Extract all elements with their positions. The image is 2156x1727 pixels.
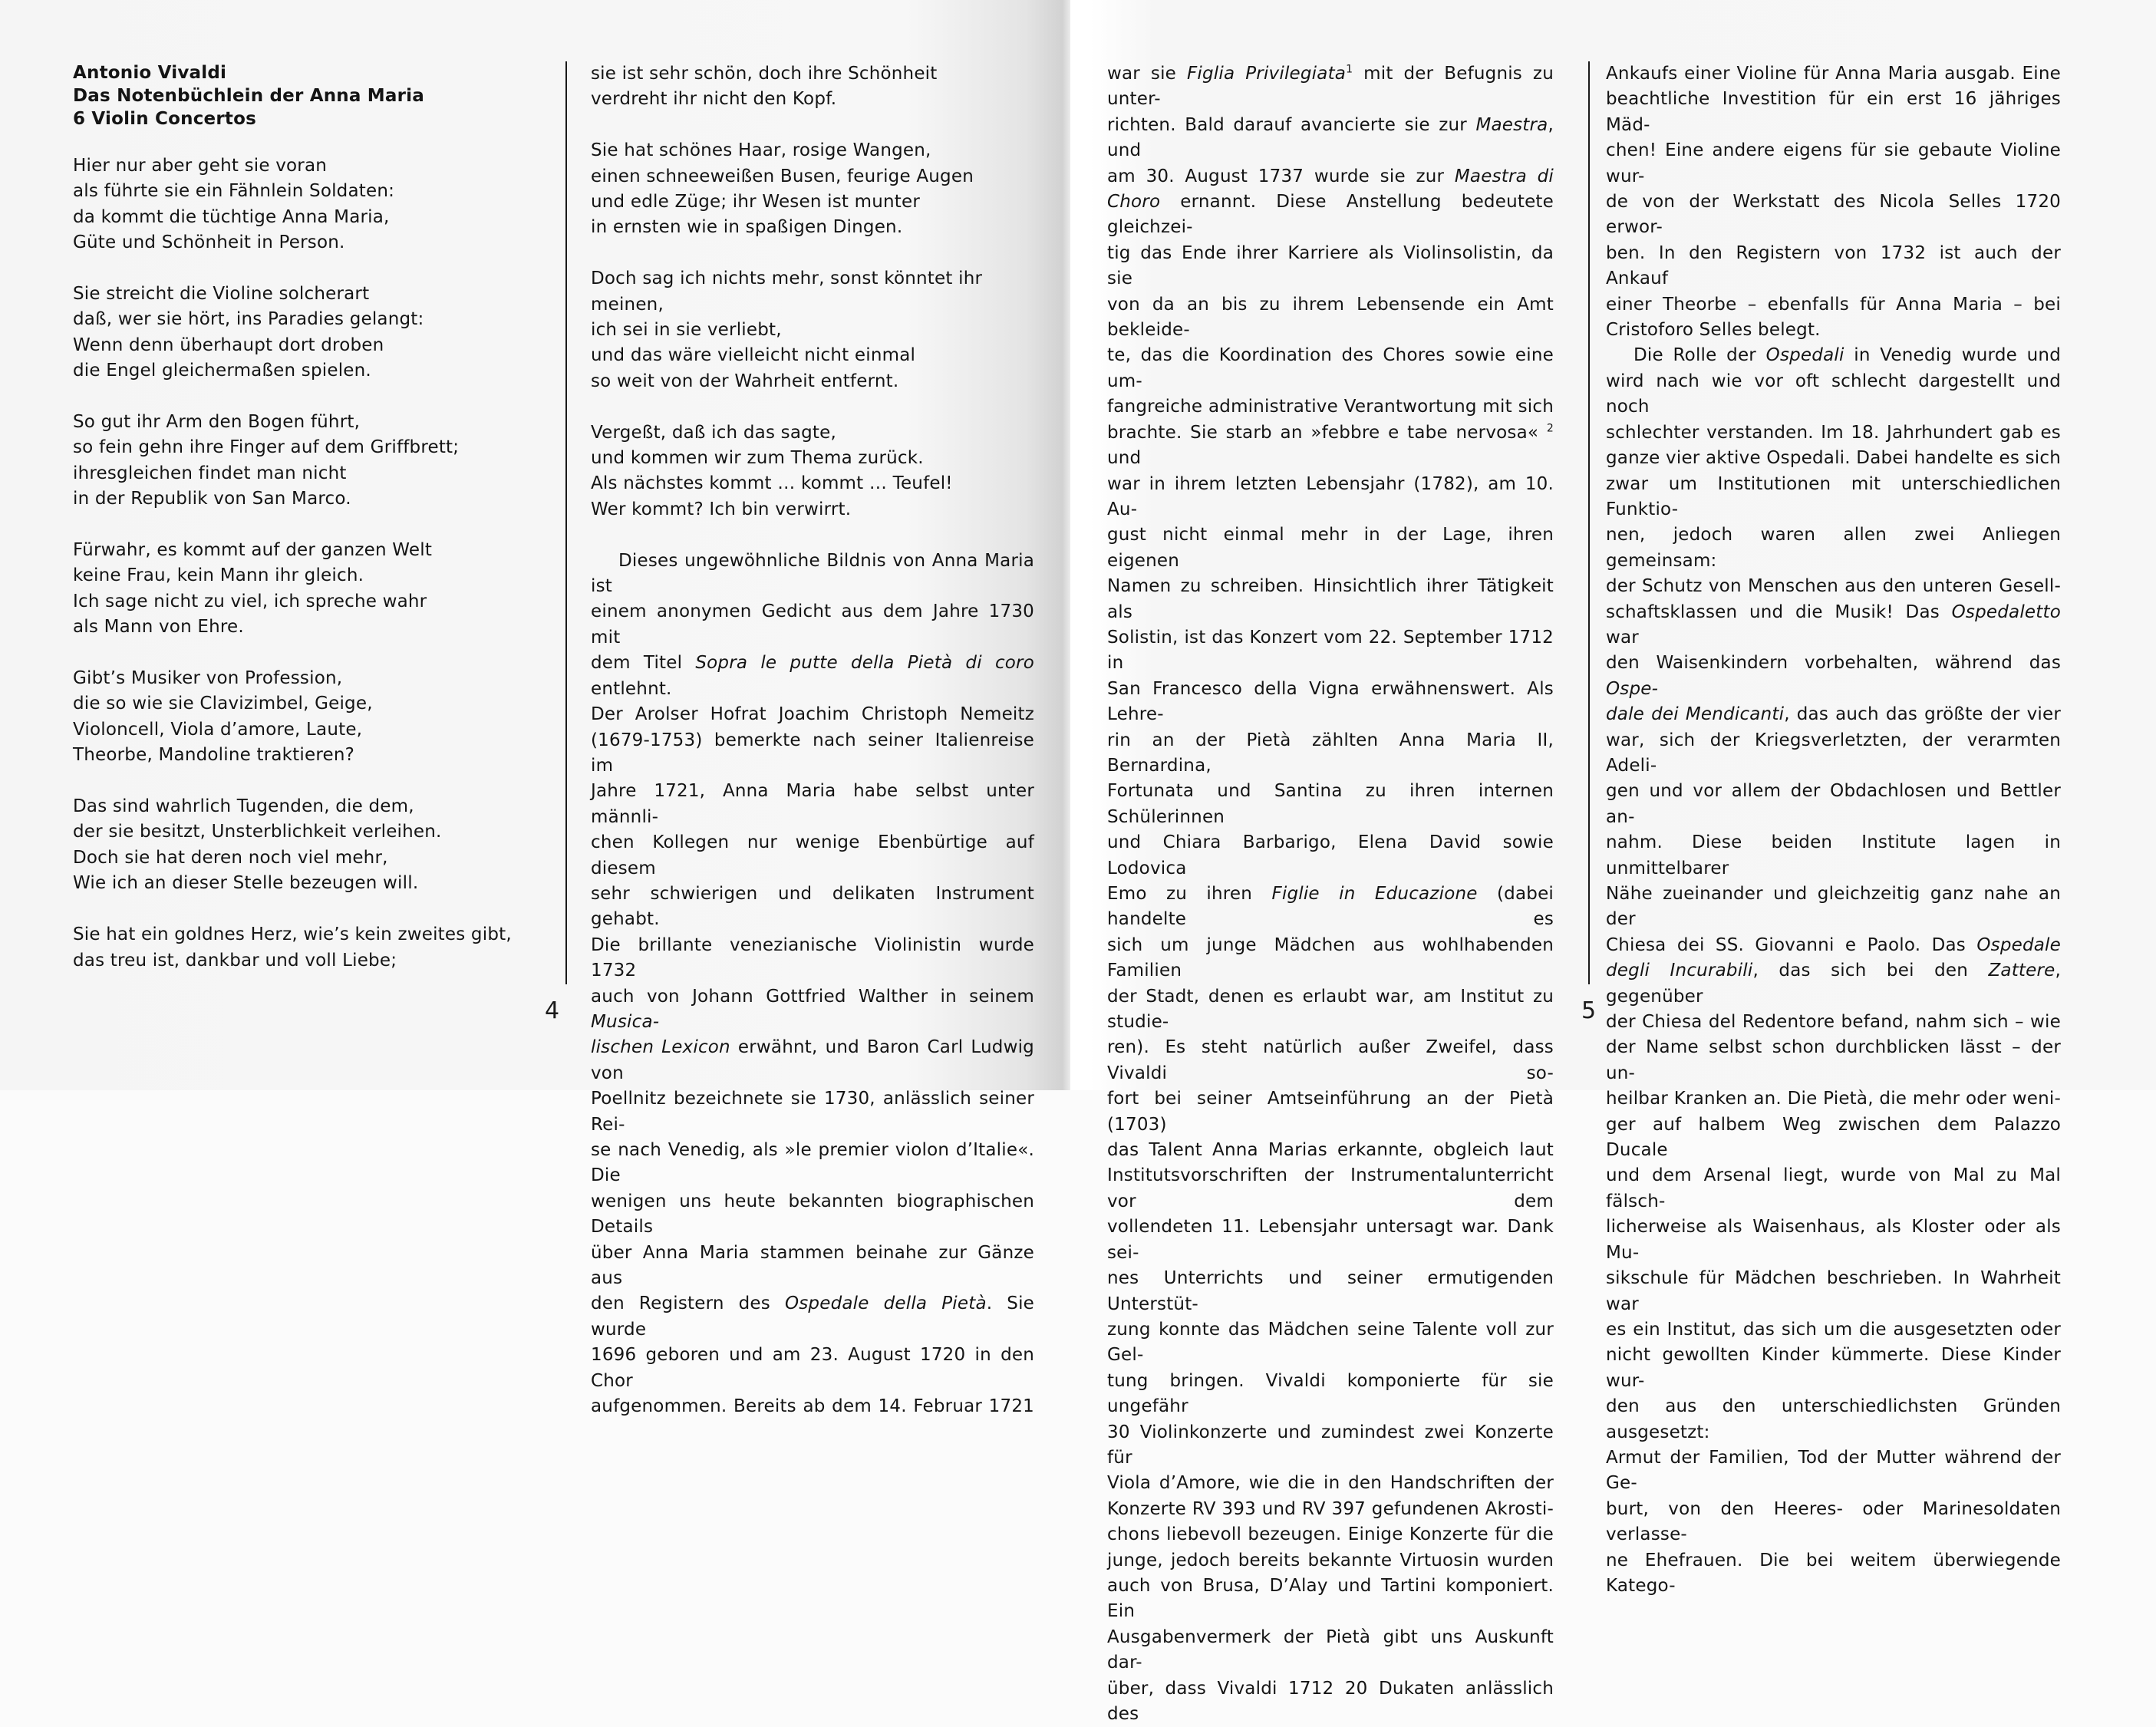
poem-line: Das sind wahrlich Tugenden, die dem,	[73, 796, 414, 817]
essay-text-right-1	[1107, 61, 1554, 1727]
prose-line: der Chiesa del Redentore befand, nahm sich – wie	[1606, 1012, 2061, 1033]
poem-line: Sie hat ein goldnes Herz, wie’s kein zweites gibt,	[73, 924, 512, 945]
prose-line: nahm. Diese beiden Institute lagen in unmittelbarer	[1606, 832, 2061, 878]
poem-stanza	[73, 794, 518, 897]
poem-line: als Mann von Ehre.	[73, 617, 244, 638]
prose-line: sikschule für Mädchen beschrieben. In Wahrheit war	[1606, 1268, 2061, 1314]
prose-line: Poellnitz bezeichnete sie 1730, anlässlich seiner Rei-	[591, 1089, 1034, 1135]
poem-line: daß, wer sie hört, ins Paradies gelangt:	[73, 309, 424, 330]
poem-stanza	[73, 282, 518, 384]
prose-line: ganze vier aktive Ospedali. Dabei handelte es sich	[1606, 448, 2061, 469]
prose-line: degli Incurabili, das sich bei den Zattere, gegenüber	[1606, 961, 2062, 1007]
poem-line: das treu ist, dankbar und voll Liebe;	[73, 950, 397, 971]
prose-line: dale dei Mendicanti, das auch das größte der vier	[1606, 704, 2061, 725]
prose-line: Institutsvorschriften der Instrumentalunterricht vor dem	[1107, 1165, 1554, 1211]
poem-stanza	[73, 153, 518, 256]
poem-line: einen schneeweißen Busen, feurige Augen	[591, 166, 974, 186]
prose-line: 30 Violinkonzerte und zumindest zwei Konzerte für	[1107, 1422, 1554, 1468]
poem-line: und kommen wir zum Thema zurück.	[591, 448, 924, 469]
prose-line: auch von Brusa, D’Alay und Tartini komponiert. Ein	[1107, 1575, 1554, 1622]
left-page-column-2	[591, 61, 1034, 1419]
prose-line: und Chiara Barbarigo, Elena David sowie Lodovica	[1107, 832, 1554, 878]
column-divider-right-page	[1588, 61, 1590, 984]
poem-line: Wer kommt? Ich bin verwirrt.	[591, 499, 852, 519]
prose-line: über, dass Vivaldi 1712 20 Dukaten anlässlich des	[1107, 1678, 1554, 1724]
prose-line: am 30. August 1737 wurde sie zur Maestra di	[1107, 166, 1554, 186]
poem-part-2	[591, 61, 1034, 522]
poem-line: Wenn denn überhaupt dort droben	[73, 335, 384, 355]
prose-line: 1696 geboren und am 23. August 1720 in den Chor	[591, 1345, 1034, 1391]
prose-line: chons liebevoll bezeugen. Einige Konzerte für die	[1107, 1524, 1554, 1545]
prose-line: de von der Werkstatt des Nicola Selles 1720 erwor-	[1606, 192, 2061, 238]
prose-line: wird nach wie vor oft schlecht dargestellt und noch	[1606, 371, 2061, 417]
prose-line: Die Rolle der Ospedali in Venedig wurde und	[1633, 345, 2061, 366]
prose-line: se nach Venedig, als »le premier violon d’Italie«. Die	[591, 1140, 1034, 1186]
poem-stanza	[591, 266, 1034, 394]
prose-line: war, sich der Kriegsverletzten, der verarmten Adeli-	[1606, 730, 2061, 776]
prose-line: dem Titel Sopra le putte della Pietà di coro entlehnt.	[591, 653, 1034, 699]
prose-line: lischen Lexicon erwähnt, und Baron Carl Ludwig von	[591, 1037, 1034, 1083]
essay-text-right-2	[1606, 61, 2061, 1599]
italic-term: dale dei Mendicanti	[1606, 704, 1785, 725]
prose-line: fort bei seiner Amtseinführung an der Pietà (1703)	[1107, 1089, 1554, 1135]
title-composer: Antonio Vivaldi	[73, 63, 227, 83]
prose-line: gust nicht einmal mehr in der Lage, ihren eigenen	[1107, 525, 1554, 571]
prose-line: Cristoforo Selles belegt.	[1606, 320, 1821, 341]
poem-line: da kommt die tüchtige Anna Maria,	[73, 206, 390, 227]
prose-line: gen und vor allem der Obdachlosen und Bettler an-	[1606, 781, 2061, 827]
left-page-column-1	[73, 61, 518, 999]
poem-stanza	[73, 666, 518, 769]
italic-term: Ospedale	[1976, 934, 2061, 955]
prose-line: war sie Figlia Privilegiata$^1$ mit der Befugnis zu unter-	[1107, 63, 1554, 110]
prose-line: von da an bis zu ihrem Lebensende ein Amt bekleide-	[1107, 294, 1554, 341]
poem-line: Güte und Schönheit in Person.	[73, 232, 345, 253]
poem-line: in ernsten wie in spaßigen Dingen.	[591, 217, 903, 238]
prose-line: fangreiche administrative Verantwortung mit sich	[1107, 397, 1554, 417]
prose-line: Namen zu schreiben. Hinsichtlich ihrer Tätigkeit als	[1107, 576, 1554, 622]
prose-line: war in ihrem letzten Lebensjahr (1782), am 10. Au-	[1107, 473, 1554, 519]
poem-line: Doch sie hat deren noch viel mehr,	[73, 847, 388, 868]
prose-line: nes Unterrichts und seiner ermutigenden Unterstüt-	[1107, 1268, 1554, 1314]
italic-term: degli Incurabili	[1606, 961, 1753, 981]
poem-line: ihresgleichen findet man nicht	[73, 463, 347, 483]
prose-line: ger auf halbem Weg zwischen dem Palazzo Ducale	[1606, 1114, 2061, 1161]
prose-line: San Francesco della Vigna erwähnenswert. Als Lehre-	[1107, 678, 1554, 725]
prose-line: der Name selbst schon durchblicken lässt – der un-	[1606, 1037, 2061, 1083]
prose-line: und dem Arsenal liegt, wurde von Mal zu Mal fälsch-	[1606, 1165, 2061, 1211]
booklet-gutter	[1063, 0, 1070, 1090]
prose-line: schlechter verstanden. Im 18. Jahrhundert gab es	[1606, 422, 2061, 443]
prose-line: brachte. Sie starb an »febbre e tabe nervosa« $^2$ und	[1107, 422, 1554, 469]
title-work: Das Notenbüchlein der Anna Maria	[73, 86, 424, 106]
poem-line: Wie ich an dieser Stelle bezeugen will.	[73, 873, 419, 894]
poem-line: und das wäre vielleicht nicht einmal	[591, 345, 916, 366]
page-number-right: 5	[1581, 997, 1597, 1024]
prose-line: Der Arolser Hofrat Joachim Christoph Nemeitz	[591, 704, 1034, 725]
italic-term: Musica-	[591, 1011, 660, 1032]
prose-line: den Waisenkindern vorbehalten, während das Ospe-	[1606, 653, 2061, 699]
prose-line: schaftsklassen und die Musik! Das Ospedaletto war	[1606, 601, 2061, 648]
poem-stanza	[591, 138, 1034, 241]
prose-line: das Talent Anna Marias erkannte, obgleich laut	[1107, 1140, 1554, 1161]
prose-line: der Schutz von Menschen aus den unteren Gesell-	[1606, 576, 2061, 597]
poem-stanza	[73, 410, 518, 512]
poem-stanza	[591, 420, 1034, 523]
poem-line: Doch sag ich nichts mehr, sonst könntet ihr meinen,	[591, 269, 983, 315]
prose-line: einer Theorbe – ebenfalls für Anna Maria – bei	[1606, 294, 2061, 315]
poem-line: So gut ihr Arm den Bogen führt,	[73, 412, 361, 433]
poem-line: keine Frau, kein Mann ihr gleich.	[73, 565, 364, 586]
poem-line: Fürwahr, es kommt auf der ganzen Welt	[73, 540, 433, 561]
prose-line: (1679-1753) bemerkte nach seiner Italienreise im	[591, 730, 1034, 776]
prose-line: nicht gewollten Kinder kümmerte. Diese Kinder wur-	[1606, 1345, 2061, 1391]
poem-line: der sie besitzt, Unsterblichkeit verleihen.	[73, 822, 442, 842]
prose-line: sich um junge Mädchen aus wohlhabenden Familien	[1107, 934, 1554, 981]
prose-line: ren). Es steht natürlich außer Zweifel, dass Vivaldi so-	[1107, 1037, 1554, 1083]
prose-line: nen, jedoch waren allen zwei Anliegen gemeinsam:	[1606, 525, 2061, 571]
footnote-marker: 1	[1346, 63, 1353, 76]
poem-line: so fein gehn ihre Finger auf dem Griffbrett;	[73, 437, 460, 458]
prose-line: Ankaufs einer Violine für Anna Maria ausgab. Eine	[1606, 64, 2061, 84]
prose-line: tig das Ende ihrer Karriere als Violinsolistin, da sie	[1107, 242, 1554, 289]
prose-line: Armut der Familien, Tod der Mutter während der Ge-	[1606, 1447, 2061, 1494]
poem-line: Hier nur aber geht sie voran	[73, 156, 328, 176]
prose-line: Solistin, ist das Konzert vom 22. September 1712 in	[1107, 627, 1554, 674]
prose-line: einem anonymen Gedicht aus dem Jahre 1730 mit	[591, 601, 1034, 648]
poem-line: Gibt’s Musiker von Profession,	[73, 668, 343, 689]
right-page-column-2	[1606, 61, 2061, 1599]
prose-line: vollendeten 11. Lebensjahr untersagt war. Dank sei-	[1107, 1217, 1554, 1263]
poem-line: in der Republik von San Marco.	[73, 489, 351, 509]
poem-line: verdreht ihr nicht den Kopf.	[591, 89, 837, 110]
italic-term: Maestra	[1475, 114, 1548, 135]
poem-line: ich sei in sie verliebt,	[591, 320, 782, 341]
poem-line: Violoncell, Viola d’amore, Laute,	[73, 719, 363, 740]
poem-stanza	[73, 538, 518, 641]
italic-term: Maestra di	[1454, 166, 1554, 186]
prose-line: tung bringen. Vivaldi komponierte für sie ungefähr	[1107, 1370, 1554, 1417]
prose-line: ben. In den Registern von 1732 ist auch der Ankauf	[1606, 242, 2061, 289]
italic-term: Ospedali	[1765, 345, 1844, 366]
poem-line: Ich sage nicht zu viel, ich spreche wahr	[73, 591, 427, 611]
prose-line: Ausgabenvermerk der Pietà gibt uns Auskunft dar-	[1107, 1626, 1554, 1673]
italic-term: Zattere	[1988, 961, 2055, 981]
prose-line: chen Kollegen nur wenige Ebenbürtige auf diesem	[591, 832, 1034, 878]
poem-line: Theorbe, Mandoline traktieren?	[73, 745, 355, 766]
poem-line: die Engel gleichermaßen spielen.	[73, 361, 371, 381]
prose-line: sehr schwierigen und delikaten Instrument gehabt.	[591, 883, 1034, 930]
prose-line: Dieses ungewöhnliche Bildnis von Anna Maria ist	[591, 550, 1034, 597]
prose-line: Jahre 1721, Anna Maria habe selbst unter männli-	[591, 781, 1034, 827]
poem-line: Sie hat schönes Haar, rosige Wangen,	[591, 140, 931, 161]
booklet-title	[73, 61, 518, 130]
prose-line: zwar um Institutionen mit unterschiedlichen Funktio-	[1606, 473, 2061, 519]
page-number-left: 4	[545, 997, 560, 1024]
prose-line: richten. Bald darauf avancierte sie zur Maestra, und	[1107, 114, 1554, 161]
italic-term: lischen Lexicon	[591, 1037, 730, 1058]
poem-line: als führte sie ein Fähnlein Soldaten:	[73, 181, 395, 202]
prose-line: Nähe zueinander und gleichzeitig ganz nahe an der	[1606, 884, 2061, 930]
prose-line: burt, von den Heeres- oder Marinesoldaten verlasse-	[1606, 1498, 2061, 1545]
italic-term: Figlia Privilegiata	[1186, 64, 1347, 84]
italic-term: Figlie in Educazione	[1271, 884, 1478, 904]
essay-text-left	[591, 549, 1034, 1420]
prose-line: Konzerte RV 393 und RV 397 gefundenen Akrosti-	[1107, 1498, 1554, 1519]
italic-term: Ospedaletto	[1951, 601, 2061, 622]
prose-line: chen! Eine andere eigens für sie gebaute Violine wur-	[1606, 140, 2061, 186]
title-subtitle: 6 Violin Concertos	[73, 109, 256, 129]
prose-line: beachtliche Investition für ein erst 16 jähriges Mäd-	[1606, 89, 2061, 135]
prose-line: es ein Institut, das sich um die ausgesetzten oder	[1606, 1319, 2061, 1340]
right-page-column-1	[1107, 61, 1554, 1727]
poem-line: Sie streicht die Violine solcherart	[73, 284, 370, 305]
prose-line: auch von Johann Gottfried Walther in seinem Musica-	[591, 986, 1034, 1032]
prose-line: heilbar Kranken an. Die Pietà, die mehr oder weni-	[1606, 1089, 2061, 1109]
poem-line: die so wie sie Clavizimbel, Geige,	[73, 694, 373, 714]
prose-line: Choro ernannt. Diese Anstellung bedeutete gleichzei-	[1107, 192, 1554, 238]
prose-line: Viola d’Amore, wie die in den Handschriften der	[1107, 1473, 1554, 1494]
italic-term: Ospedale della Pietà	[784, 1294, 987, 1314]
prose-line: licherweise als Waisenhaus, als Kloster oder als Mu-	[1606, 1217, 2061, 1263]
poem-line: so weit von der Wahrheit entfernt.	[591, 371, 899, 391]
prose-line: Fortunata und Santina zu ihren internen Schülerinnen	[1107, 781, 1554, 827]
prose-line: Emo zu ihren Figlie in Educazione (dabei handelte es	[1107, 884, 1554, 930]
italic-term: Ospe-	[1606, 678, 1659, 699]
prose-line: rin an der Pietà zählten Anna Maria II, Bernardina,	[1107, 730, 1554, 776]
prose-line: der Stadt, denen es erlaubt war, am Institut zu studie-	[1107, 986, 1554, 1033]
prose-line: Die brillante venezianische Violinistin wurde 1732	[591, 934, 1034, 981]
column-divider-left-page	[565, 61, 567, 984]
prose-line: aufgenommen. Bereits ab dem 14. Februar 1721	[591, 1396, 1034, 1417]
prose-line: junge, jedoch bereits bekannte Virtuosin wurden	[1107, 1550, 1554, 1570]
poem-line: Als nächstes kommt … kommt … Teufel!	[591, 473, 953, 494]
prose-line: den aus den unterschiedlichsten Gründen ausgesetzt:	[1606, 1396, 2061, 1442]
prose-line: über Anna Maria stammen beinahe zur Gänze aus	[591, 1242, 1034, 1289]
poem-line: und edle Züge; ihr Wesen ist munter	[591, 192, 920, 213]
italic-term: Choro	[1107, 192, 1161, 213]
poem-line: Vergeßt, daß ich das sagte,	[591, 422, 836, 443]
poem-stanza	[591, 61, 1034, 113]
footnote-marker: 2	[1546, 422, 1554, 435]
poem-stanza	[73, 922, 518, 974]
prose-line: zung konnte das Mädchen seine Talente voll zur Gel-	[1107, 1319, 1554, 1366]
poem-line: sie ist sehr schön, doch ihre Schönheit	[591, 64, 938, 84]
prose-line: te, das die Koordination des Chores sowie eine um-	[1107, 345, 1554, 391]
prose-line: den Registern des Ospedale della Pietà. Sie wurde	[591, 1294, 1035, 1340]
italic-term: Sopra le putte della Pietà di coro	[695, 653, 1034, 674]
prose-line: wenigen uns heute bekannten biographischen Details	[591, 1191, 1034, 1238]
prose-line: ne Ehefrauen. Die bei weitem überwiegende Katego-	[1606, 1550, 2061, 1596]
prose-line: Chiesa dei SS. Giovanni e Paolo. Das Ospedale	[1606, 934, 2061, 955]
poem-part-1	[73, 153, 518, 974]
